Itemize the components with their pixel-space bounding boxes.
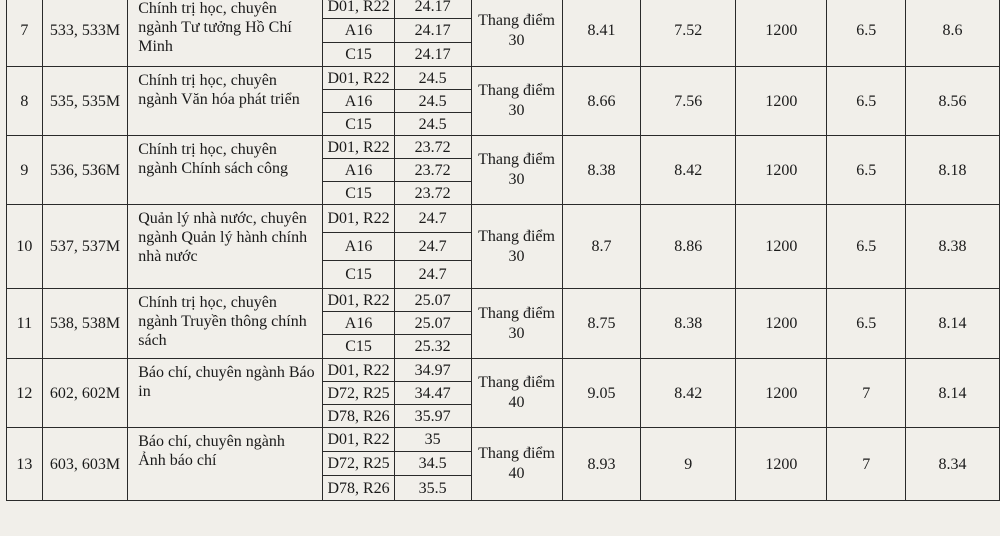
row-number-cell: 13 bbox=[7, 428, 43, 501]
subject-combo-cell: C15 bbox=[323, 43, 394, 67]
value-3-cell: 1200 bbox=[736, 67, 827, 136]
subject-combo-cell: A16 bbox=[323, 159, 394, 182]
cutoff-score-cell: 35.5 bbox=[394, 476, 471, 501]
value-4-cell: 6.5 bbox=[827, 136, 905, 205]
major-name-cell: Báo chí, chuyên ngành Ảnh báo chí bbox=[128, 428, 323, 501]
value-1-cell: 9.05 bbox=[562, 359, 641, 428]
major-name-cell: Chính trị học, chuyên ngành Văn hóa phát triển bbox=[128, 67, 323, 136]
row-number-cell: 11 bbox=[7, 289, 43, 359]
score-scale-cell: Thang điểm 40 bbox=[471, 428, 562, 501]
value-3-cell: 1200 bbox=[736, 0, 827, 67]
value-4-cell: 6.5 bbox=[827, 0, 905, 67]
subject-combo-cell: A16 bbox=[323, 19, 394, 43]
subject-combo-cell: D01, R22 bbox=[323, 136, 394, 159]
value-2-cell: 8.38 bbox=[641, 289, 736, 359]
subject-combo-cell: D01, R22 bbox=[323, 359, 394, 382]
cutoff-score-cell: 35.97 bbox=[394, 405, 471, 428]
value-4-cell: 7 bbox=[827, 428, 905, 501]
score-scale-cell: Thang điểm 30 bbox=[471, 67, 562, 136]
value-1-cell: 8.66 bbox=[562, 67, 641, 136]
major-code-cell: 536, 536M bbox=[42, 136, 128, 205]
major-name-cell: Quản lý nhà nước, chuyên ngành Quản lý hành chính nhà nước bbox=[128, 205, 323, 289]
cutoff-score-cell: 34.47 bbox=[394, 382, 471, 405]
major-code-cell: 602, 602M bbox=[42, 359, 128, 428]
subject-combo-cell: D01, R22 bbox=[323, 0, 394, 19]
value-3-cell: 1200 bbox=[736, 205, 827, 289]
cutoff-score-cell: 34.5 bbox=[394, 452, 471, 476]
subject-combo-cell: D72, R25 bbox=[323, 452, 394, 476]
score-scale-cell: Thang điểm 30 bbox=[471, 289, 562, 359]
subject-combo-cell: C15 bbox=[323, 335, 394, 359]
value-3-cell: 1200 bbox=[736, 289, 827, 359]
value-2-cell: 7.52 bbox=[641, 0, 736, 67]
row-number-cell: 8 bbox=[7, 67, 43, 136]
value-4-cell: 7 bbox=[827, 359, 905, 428]
value-4-cell: 6.5 bbox=[827, 205, 905, 289]
table-row bbox=[7, 289, 1000, 312]
value-3-cell: 1200 bbox=[736, 428, 827, 501]
cutoff-score-cell: 25.07 bbox=[394, 312, 471, 335]
value-1-cell: 8.75 bbox=[562, 289, 641, 359]
subject-combo-cell: D01, R22 bbox=[323, 428, 394, 452]
cutoff-score-cell: 24.7 bbox=[394, 205, 471, 233]
value-5-cell: 8.14 bbox=[905, 359, 999, 428]
value-5-cell: 8.38 bbox=[905, 205, 999, 289]
value-2-cell: 7.56 bbox=[641, 67, 736, 136]
row-number-cell: 10 bbox=[7, 205, 43, 289]
table-row bbox=[7, 428, 1000, 452]
value-1-cell: 8.41 bbox=[562, 0, 641, 67]
cutoff-score-cell: 24.7 bbox=[394, 233, 471, 261]
cutoff-score-cell: 24.5 bbox=[394, 67, 471, 90]
value-2-cell: 8.42 bbox=[641, 136, 736, 205]
cutoff-score-cell: 23.72 bbox=[394, 136, 471, 159]
score-scale-cell: Thang điểm 30 bbox=[471, 0, 562, 67]
cutoff-score-cell: 24.5 bbox=[394, 90, 471, 113]
value-4-cell: 6.5 bbox=[827, 289, 905, 359]
cutoff-score-cell: 24.5 bbox=[394, 113, 471, 136]
table-row bbox=[7, 0, 1000, 19]
value-1-cell: 8.7 bbox=[562, 205, 641, 289]
cutoff-score-cell: 34.97 bbox=[394, 359, 471, 382]
score-scale-cell: Thang điểm 40 bbox=[471, 359, 562, 428]
subject-combo-cell: D01, R22 bbox=[323, 67, 394, 90]
major-code-cell: 533, 533M bbox=[42, 0, 128, 67]
major-code-cell: 538, 538M bbox=[42, 289, 128, 359]
cutoff-score-cell: 25.07 bbox=[394, 289, 471, 312]
value-4-cell: 6.5 bbox=[827, 67, 905, 136]
subject-combo-cell: A16 bbox=[323, 90, 394, 113]
admission-score-table bbox=[6, 0, 1000, 501]
subject-combo-cell: D78, R26 bbox=[323, 476, 394, 501]
row-number-cell: 12 bbox=[7, 359, 43, 428]
row-number-cell: 9 bbox=[7, 136, 43, 205]
major-name-cell: Chính trị học, chuyên ngành Chính sách công bbox=[128, 136, 323, 205]
subject-combo-cell: D72, R25 bbox=[323, 382, 394, 405]
major-code-cell: 603, 603M bbox=[42, 428, 128, 501]
subject-combo-cell: D01, R22 bbox=[323, 205, 394, 233]
subject-combo-cell: D01, R22 bbox=[323, 289, 394, 312]
value-5-cell: 8.6 bbox=[905, 0, 999, 67]
cutoff-score-cell: 24.17 bbox=[394, 19, 471, 43]
cutoff-score-cell: 24.7 bbox=[394, 261, 471, 289]
value-5-cell: 8.56 bbox=[905, 67, 999, 136]
value-5-cell: 8.18 bbox=[905, 136, 999, 205]
subject-combo-cell: C15 bbox=[323, 261, 394, 289]
value-1-cell: 8.38 bbox=[562, 136, 641, 205]
value-5-cell: 8.34 bbox=[905, 428, 999, 501]
table-row bbox=[7, 359, 1000, 382]
cutoff-score-cell: 25.32 bbox=[394, 335, 471, 359]
value-2-cell: 8.86 bbox=[641, 205, 736, 289]
major-name-cell: Báo chí, chuyên ngành Báo in bbox=[128, 359, 323, 428]
value-3-cell: 1200 bbox=[736, 359, 827, 428]
major-name-cell: Chính trị học, chuyên ngành Tư tưởng Hồ Chí Minh bbox=[128, 0, 323, 67]
table-row bbox=[7, 136, 1000, 159]
value-5-cell: 8.14 bbox=[905, 289, 999, 359]
row-number-cell: 7 bbox=[7, 0, 43, 67]
score-scale-cell: Thang điểm 30 bbox=[471, 136, 562, 205]
major-code-cell: 537, 537M bbox=[42, 205, 128, 289]
cutoff-score-cell: 23.72 bbox=[394, 182, 471, 205]
value-2-cell: 8.42 bbox=[641, 359, 736, 428]
cutoff-score-cell: 23.72 bbox=[394, 159, 471, 182]
cutoff-score-cell: 24.17 bbox=[394, 43, 471, 67]
table-row bbox=[7, 67, 1000, 90]
score-scale-cell: Thang điểm 30 bbox=[471, 205, 562, 289]
major-code-cell: 535, 535M bbox=[42, 67, 128, 136]
value-2-cell: 9 bbox=[641, 428, 736, 501]
value-3-cell: 1200 bbox=[736, 136, 827, 205]
subject-combo-cell: A16 bbox=[323, 312, 394, 335]
cutoff-score-cell: 24.17 bbox=[394, 0, 471, 19]
value-1-cell: 8.93 bbox=[562, 428, 641, 501]
table-row bbox=[7, 205, 1000, 233]
subject-combo-cell: D78, R26 bbox=[323, 405, 394, 428]
subject-combo-cell: C15 bbox=[323, 113, 394, 136]
subject-combo-cell: C15 bbox=[323, 182, 394, 205]
subject-combo-cell: A16 bbox=[323, 233, 394, 261]
cutoff-score-cell: 35 bbox=[394, 428, 471, 452]
major-name-cell: Chính trị học, chuyên ngành Truyền thông chính sách bbox=[128, 289, 323, 359]
